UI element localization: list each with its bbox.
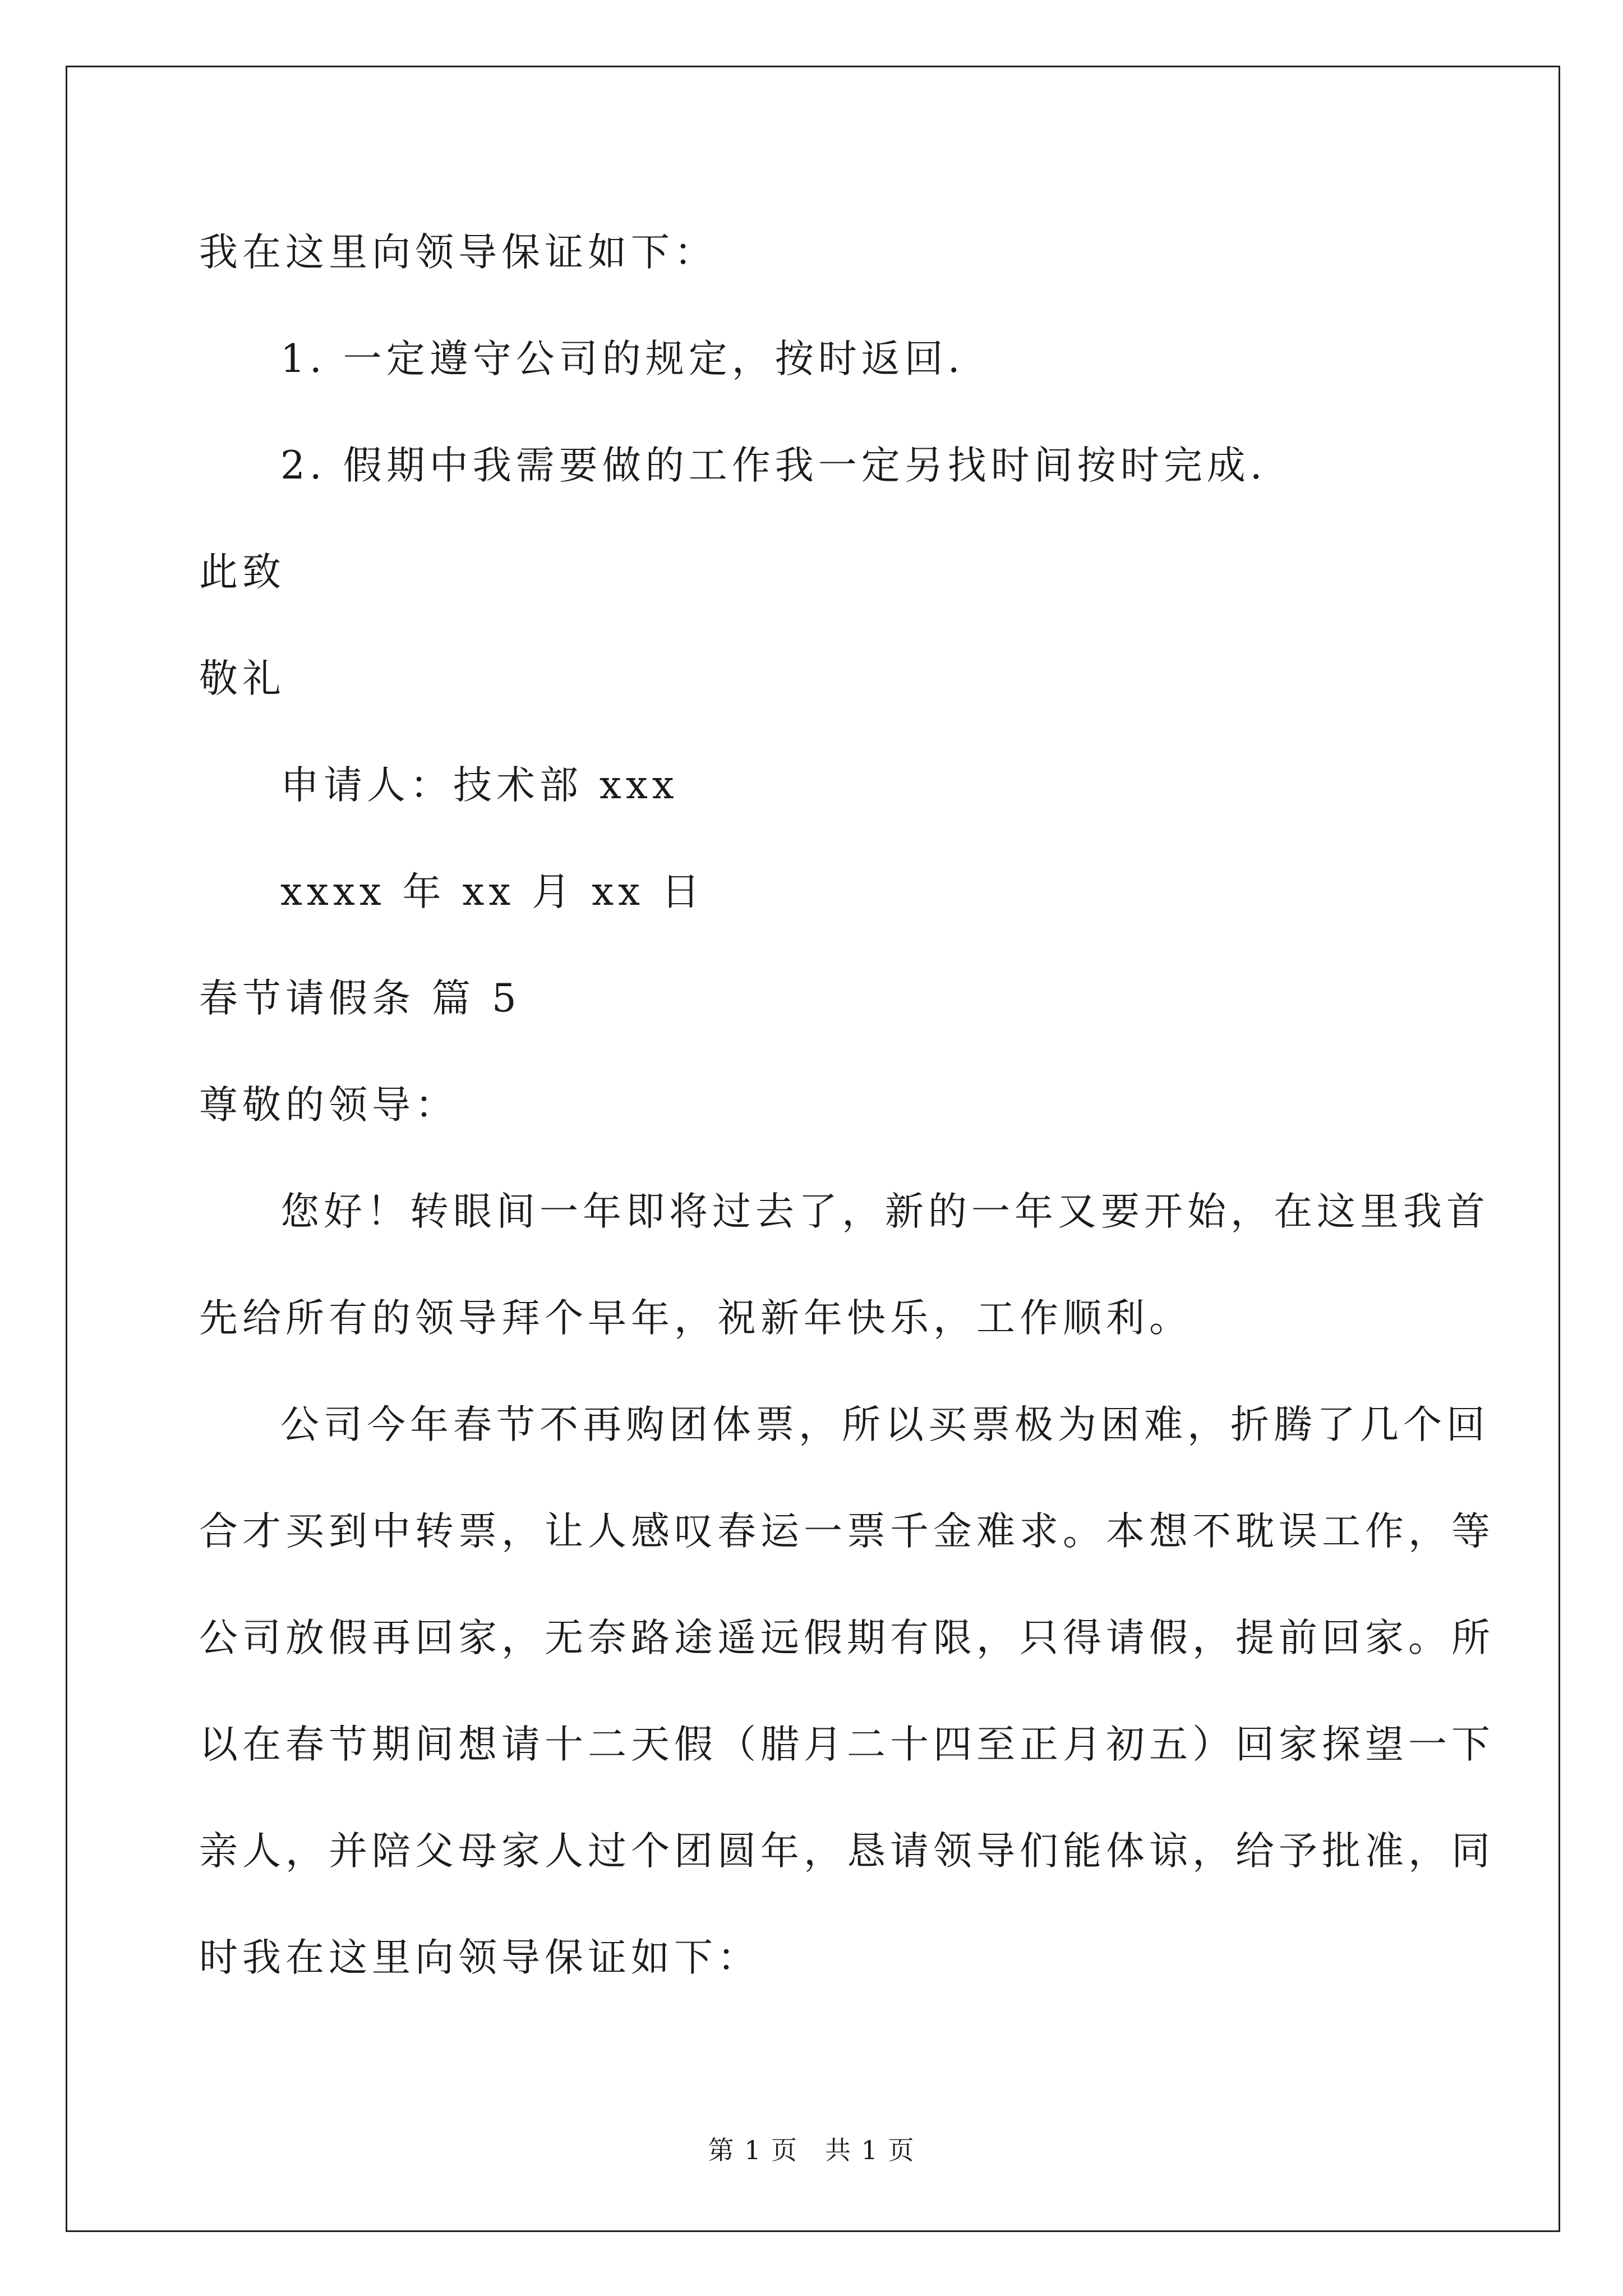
paragraph-line: 公司放假再回家，无奈路途遥远假期有限，只得请假，提前回家。所 [199,1616,1495,1660]
list-item: 2. 假期中我需要做的工作我一定另找时间按时完成. [280,443,1267,488]
page-footer: 第 1 页 共 1 页 [708,2135,915,2165]
page-border [66,66,1560,2232]
text-line: 我在这里向领导保证如下： [199,230,717,275]
paragraph-line: 公司今年春节不再购团体票，所以买票极为困难，折腾了几个回 [280,1402,1490,1447]
paragraph-line: 亲人，并陪父母家人过个团圆年，恳请领导们能体谅，给予批准，同 [199,1829,1495,1874]
closing-regards: 敬礼 [199,656,285,701]
paragraph-line: 您好！转眼间一年即将过去了，新的一年又要开始，在这里我首 [280,1189,1490,1234]
section-heading: 春节请假条 篇 5 [199,976,521,1021]
greeting: 尊敬的领导： [199,1083,458,1128]
closing-salutation: 此致 [199,550,285,595]
paragraph-line: 时我在这里向领导保证如下： [199,1935,760,1980]
paragraph-line: 以在春节期间想请十二天假（腊月二十四至正月初五）回家探望一下 [199,1722,1495,1767]
list-item: 1. 一定遵守公司的规定，按时返回. [280,337,965,381]
date-line: xxxx 年 xx 月 xx 日 [280,869,704,914]
applicant-line: 申请人：技术部 xxx [280,763,679,808]
paragraph-line: 先给所有的领导拜个早年，祝新年快乐，工作顺利。 [199,1296,1192,1341]
paragraph-line: 合才买到中转票，让人感叹春运一票千金难求。本想不耽误工作，等 [199,1509,1495,1554]
